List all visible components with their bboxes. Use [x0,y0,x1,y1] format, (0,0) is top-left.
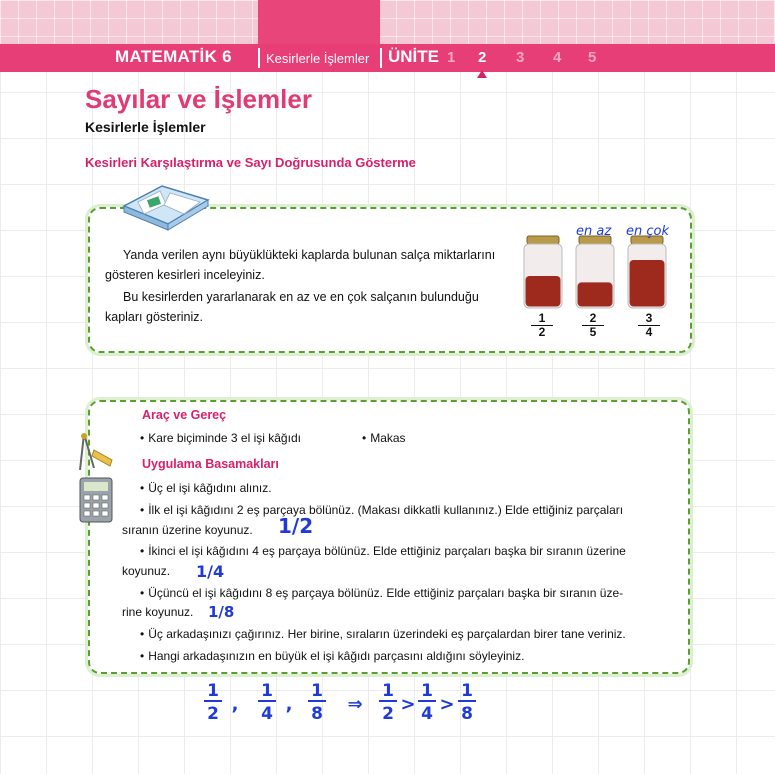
svg-text:4: 4 [261,704,273,724]
handwritten-least-label: en az [576,224,612,239]
hw-implies-arrow: ⇒ [347,694,363,715]
step-item: • Üç el işi kâğıdını alınız. [140,481,272,495]
unit-number-active[interactable]: 2 [478,49,487,66]
hw-fraction [308,681,326,724]
hw-greater-sign: > [400,694,416,715]
section-title: Kesirleri Karşılaştırma ve Sayı Doğrusunda Gösterme [85,155,416,170]
hw-fraction [418,681,436,724]
step-item: • İkinci el işi kâğıdını 4 eş parçaya bölünüz. Elde ettiğiniz parçaları başka bir sıranın üzerine [140,544,626,558]
activity1-paragraph-1: Yanda verilen aynı büyüklükteki kaplarda bulunan salça miktarlarını gösteren kesirleri inceleyiniz. [105,248,496,282]
hw-comma: , [231,694,239,715]
svg-text:1: 1 [261,681,273,701]
material-item: • Kare biçiminde 3 el işi kâğıdı [140,431,301,445]
svg-text:8: 8 [461,704,473,724]
subject-label: MATEMATİK 6 [115,47,232,66]
tools-icon [70,430,120,530]
handwritten-comparison [195,678,495,726]
header-divider [380,48,382,68]
page-subtitle: Kesirlerle İşlemler [85,119,206,135]
activity1-paragraph-2: Bu kesirlerden yararlanarak en az ve en çok salçanın bulunduğu kapları gösteriniz. [105,290,479,324]
svg-text:1: 1 [207,681,219,701]
hw-fraction [458,681,476,724]
hw-fraction [258,681,276,724]
hw-comma: , [285,694,293,715]
unit-number[interactable]: 4 [553,49,562,66]
header-divider [258,48,260,68]
salca-jar [524,236,562,308]
step-item: • Üçüncü el işi kâğıdını 8 eş parçaya bölünüz. Elde ettiğiniz parçaları başka bir sıranın üze- [140,586,624,600]
handwritten-quarter: 1/4 [196,562,225,581]
handwritten-half: 1/2 [278,514,314,538]
step-item: • Üç arkadaşınızı çağırınız. Her birine, sıraların üzerindeki eş parçalardan birer tane veriniz. [140,627,626,641]
hw-fraction [379,681,397,724]
step-item-continued: koyunuz. [122,564,171,578]
handwritten-eighth: 1/8 [208,603,235,621]
step-item-continued: sıranın üzerine koyunuz. [122,523,253,537]
jar-fraction: $\frac{1}{2}$ [531,312,553,339]
unit-number[interactable]: 3 [516,49,525,66]
unit-number[interactable]: 1 [447,49,456,66]
active-unit-marker-icon [477,70,487,78]
handwritten-most-label: en çok [626,224,669,239]
jar-fraction: $\frac{3}{4}$ [638,312,660,339]
jar-fraction: $\frac{2}{5}$ [582,312,604,339]
svg-text:2: 2 [207,704,219,724]
step-item: • Hangi arkadaşınızın en büyük el işi kâğıdı parçasını aldığını söyleyiniz. [140,649,525,663]
step-item: • İlk el işi kâğıdını 2 eş parçaya bölünüz. (Makası dikkatli kullanınız.) Elde ettiğiniz parçaları [140,503,624,517]
svg-text:1: 1 [421,681,433,701]
svg-text:1: 1 [382,681,394,701]
salca-jar [628,236,666,308]
material-item: • Makas [362,431,406,445]
unit-label: ÜNİTE [388,47,439,66]
svg-text:4: 4 [421,704,433,724]
materials-heading: Araç ve Gereç [142,408,227,422]
hw-fraction [204,681,222,724]
page-title: Sayılar ve İşlemler [85,84,312,114]
svg-text:8: 8 [311,704,323,724]
step-item-continued: rine koyunuz. [122,605,194,619]
topic-label: Kesirlerle İşlemler [266,51,370,66]
svg-text:2: 2 [382,704,394,724]
svg-text:1: 1 [311,681,323,701]
unit-number[interactable]: 5 [588,49,597,66]
svg-text:1: 1 [461,681,473,701]
salca-jar [576,236,614,308]
hw-greater-sign: > [439,694,455,715]
steps-heading: Uygulama Basamakları [142,457,279,471]
open-book-icon [118,178,212,238]
